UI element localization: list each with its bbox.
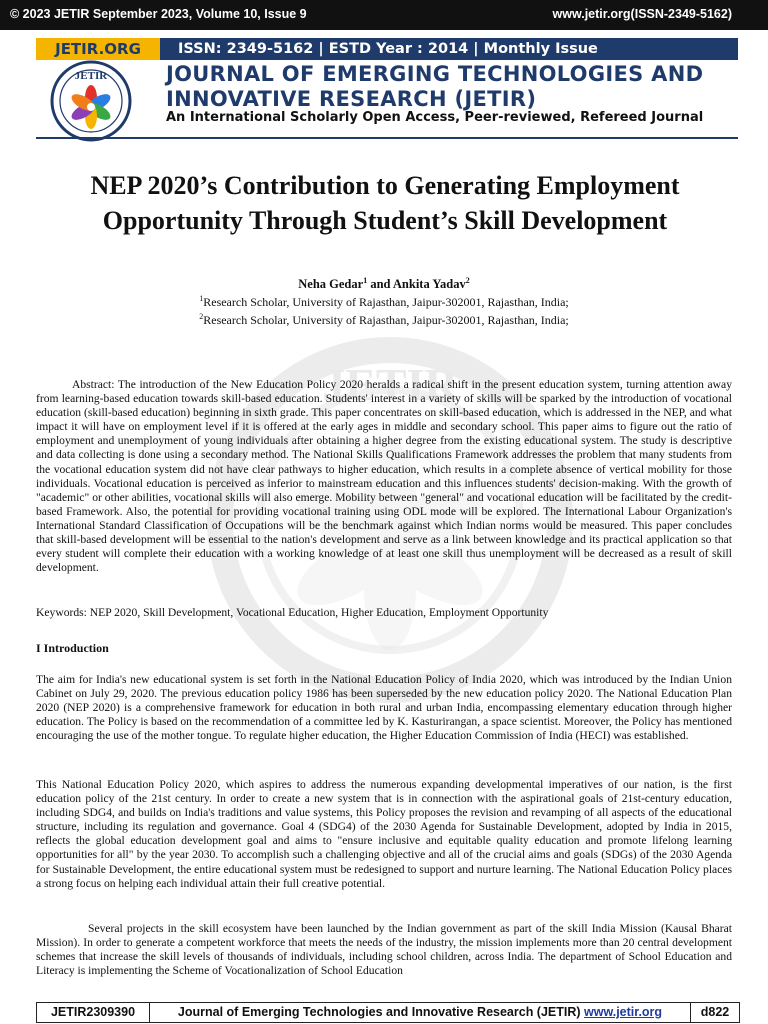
author-1-mark: 1: [363, 276, 368, 285]
affiliation-2-text: Research Scholar, University of Rajasthan, Jaipur-302001, Rajasthan, India;: [203, 313, 569, 327]
banner-site-label: JETIR.ORG: [36, 38, 160, 60]
footer-journal-link[interactable]: www.jetir.org: [584, 1005, 663, 1019]
affiliation-1-text: Research Scholar, University of Rajasthan, Jaipur-302001, Rajasthan, India;: [203, 295, 569, 309]
journal-name-line2: INNOVATIVE RESEARCH (JETIR): [166, 87, 537, 111]
authors-and: and: [370, 277, 391, 292]
affiliation-2: [0, 312, 768, 328]
jetir-logo-icon: [50, 60, 132, 142]
header-website: www.jetir.org(ISSN-2349-5162): [552, 7, 732, 21]
journal-name-line1: JOURNAL OF EMERGING TECHNOLOGIES AND: [166, 62, 704, 86]
page-footer: [36, 1002, 740, 1023]
banner-issn-text: ISSN: 2349-5162 | ESTD Year : 2014 | Monthly Issue: [178, 41, 598, 57]
author-1: Neha Gedar: [298, 277, 364, 292]
affiliation-1: [0, 294, 768, 310]
body-paragraph-1: The aim for India's new educational system is set forth in the National Education Policy of India 2020, which was introduced by the Indian Union Cabinet on July 29, 2020. The previous education policy 1986 has been superseded by the new education policy 2020. The National Education Plan 2020 (NEP 2020) is a comprehensive framework for education in both rural and urban India, encompassing elementary education through higher education. The Policy is based on the recommendation of a committee led by K. Kasturirangan, a space scientist. Moreover, the Policy has mentioned encouraging the use of the mother tongue. To regulate higher education, the Higher Education Commission of India (HECI) was established.: [36, 673, 732, 743]
header-divider: [36, 137, 738, 139]
footer-journal-name: Journal of Emerging Technologies and Innovative Research (JETIR): [177, 1005, 581, 1019]
page-header-bar: [0, 0, 768, 30]
section-heading-introduction: I Introduction: [36, 641, 109, 655]
journal-subtitle: An International Scholarly Open Access, Peer-reviewed, Refereed Journal: [166, 110, 704, 125]
author-2-mark: 2: [465, 276, 470, 285]
body-paragraph-2: This National Education Policy 2020, which aspires to address the numerous expanding developmental imperatives of our nation, is the first education policy of the 21st century. In order to create a new system that is in connection with the aspirational goals of 21st-century education, including SDG4, and builds on India's traditions and value systems, this Policy proposes the revision and revamping of all aspects of the educational structure, including its regulation and governance. Goal 4 (SDG4) of the 2030 Agenda for Sustainable Development, adopted by India in 2015, reflects the global education development goal and aims to "ensure inclusive and equitable quality education and promote lifelong learning opportunities for all" by the year 2030. To accomplish such a challenging objective and all of the crucial aims and goals (SDGs) of the 2030 Agenda for Sustainable Development, the entire educational system must be redesigned to support and nurture learning. The National Education Policy places a strong focus on helping each individual attain their full creative potential.: [36, 778, 732, 890]
abstract-paragraph: Abstract: The introduction of the New Education Policy 2020 heralds a radical shift in the present education system, turning attention away from learning-based education towards skill-based education. Students' interest in a variety of skills will be sparked by the introduction of vocational education (skill-based education) beginning in sixth grade. This paper concentrates on skill-based education, which is addressed in the NEP, and what impact it will have on employment level if it is offered at the early ages in middle and secondary school. This paper aims to figure out the ratio of employment and unemployment of young individuals after obtaining a higher degree from the existing educational system. The study is descriptive and data collecting is done using a secondary method. The National Skills Qualifications Framework addresses the problem that many students from the vocational education system did not have clear pathways to higher education, which results in a complete absence of vertical mobility for those individuals. Vocational education is perceived as inferior to mainstream education and this influences students' decision-making. With the growth of "academic" or other abilities, vocational skills will also emerge. Mobility between "general" and vocational education will be facilitated by the credit-based Framework. Also, the potential for providing vocational training using ODL mode will be explored. The International Labour Organization's International Standard Classification of Occupations will be the benchmark against which Indian norms would be measured. This paper concludes that skill-based development will be essential to the nation's development and serve as a link between knowledge and its practical application so that every student will complete their education with a working knowledge of at least one skill thus unemployment will be decreased as a result of skill development.: [36, 378, 732, 575]
paper-title: NEP 2020’s Contribution to Generating Employment Opportunity Through Student’s Skill Development: [90, 171, 680, 235]
journal-banner: [36, 38, 738, 60]
logo-text: JETIR: [74, 70, 108, 82]
affiliation-2-mark: 2: [199, 312, 204, 321]
header-issue-info: © 2023 JETIR September 2023, Volume 10, Issue 9: [10, 7, 307, 21]
watermark-text: JETIR: [322, 359, 458, 410]
footer-page-number: d822: [700, 1005, 730, 1019]
footer-journal: [150, 1003, 691, 1022]
body-paragraph-3: Several projects in the skill ecosystem have been launched by the Indian government as part of the skill India Mission (Kausal Bharat Mission). In order to generate a competent workforce that meets the needs of the industry, the mission implements more than 20 central development schemes that increase the skill levels of thousands of individuals, including school children, across India. The department of School Education and Literacy is implementing the Scheme of Vocationalization of School Education: [36, 922, 732, 978]
paper-authors: [0, 276, 768, 292]
keywords-line: Keywords: NEP 2020, Skill Development, Vocational Education, Higher Education, Employment Opportunity: [36, 606, 549, 619]
author-2: Ankita Yadav: [392, 277, 466, 292]
journal-name: [166, 62, 703, 112]
affiliation-1-mark: 1: [199, 294, 204, 303]
footer-paper-id: JETIR2309390: [37, 1003, 150, 1022]
